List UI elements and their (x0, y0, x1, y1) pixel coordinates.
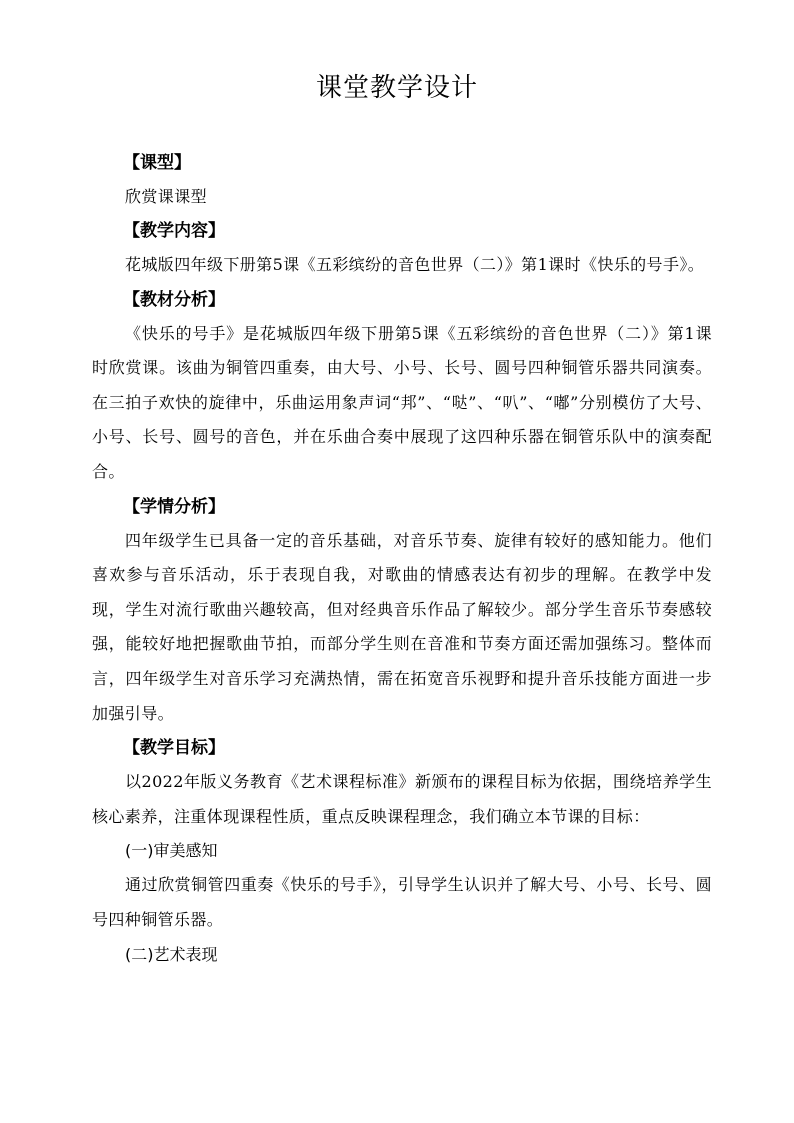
section-heading-content: 【教学内容】 (123, 221, 225, 241)
content-paragraph: 花城版四年级下册第5课《五彩缤纷的音色世界（二）》第1课时《快乐的号手》。 (125, 255, 705, 274)
lesson-type-text: 欣赏课课型 (125, 187, 208, 206)
document-title: 课堂教学设计 (315, 73, 478, 103)
section-heading-students: 【学情分析】 (123, 496, 225, 517)
subheading-artistic-expression: (二)艺术表现 (125, 944, 218, 964)
material-paragraph: 《快乐的号手》是花城版四年级下册第5课《五彩缤纷的音色世界（二）》第1课时欣赏课。该曲为铜管四重奏，由大号、小号、长号、圆号四种铜管乐器共同演奏。在三拍子欢快的旋律中，乐曲运用象声词“邦”、“哒”、“叭”、“嘟”分别模仿了大号、小号、长号、圆号的音色，并在乐曲合奏中展现了这四种乐器在铜管乐队中的演奏配合。 (92, 323, 712, 481)
document-body (92, 146, 712, 972)
aesthetic-perception-paragraph: 通过欣赏铜管四重奏《快乐的号手》，引导学生认识并了解大号、小号、长号、圆号四种铜管乐器。 (92, 875, 712, 929)
goals-paragraph: 以2022年版义务教育《艺术课程标准》新颁布的课程目标为依据，围绕培养学生核心素养，注重体现课程性质，重点反映课程理念，我们确立本节课的目标： (92, 772, 712, 826)
section-heading-goals: 【教学目标】 (123, 738, 225, 759)
section-heading-material: 【教材分析】 (123, 289, 225, 310)
section-heading-lesson-type: 【课型】 (123, 153, 191, 173)
subheading-aesthetic-perception: (一)审美感知 (125, 841, 218, 861)
students-paragraph: 四年级学生已具备一定的音乐基础，对音乐节奏、旋律有较好的感知能力。他们喜欢参与音乐活动，乐于表现自我，对歌曲的情感表达有初步的理解。在教学中发现，学生对流行歌曲兴趣较高，但对经典音乐作品了解较少。部分学生音乐节奏感较强，能较好地把握歌曲节拍，而部分学生则在音准和节奏方面还需加强练习。整体而言，四年级学生对音乐学习充满热情，需在拓宽音乐视野和提升音乐技能方面进一步加强引导。 (92, 530, 712, 723)
